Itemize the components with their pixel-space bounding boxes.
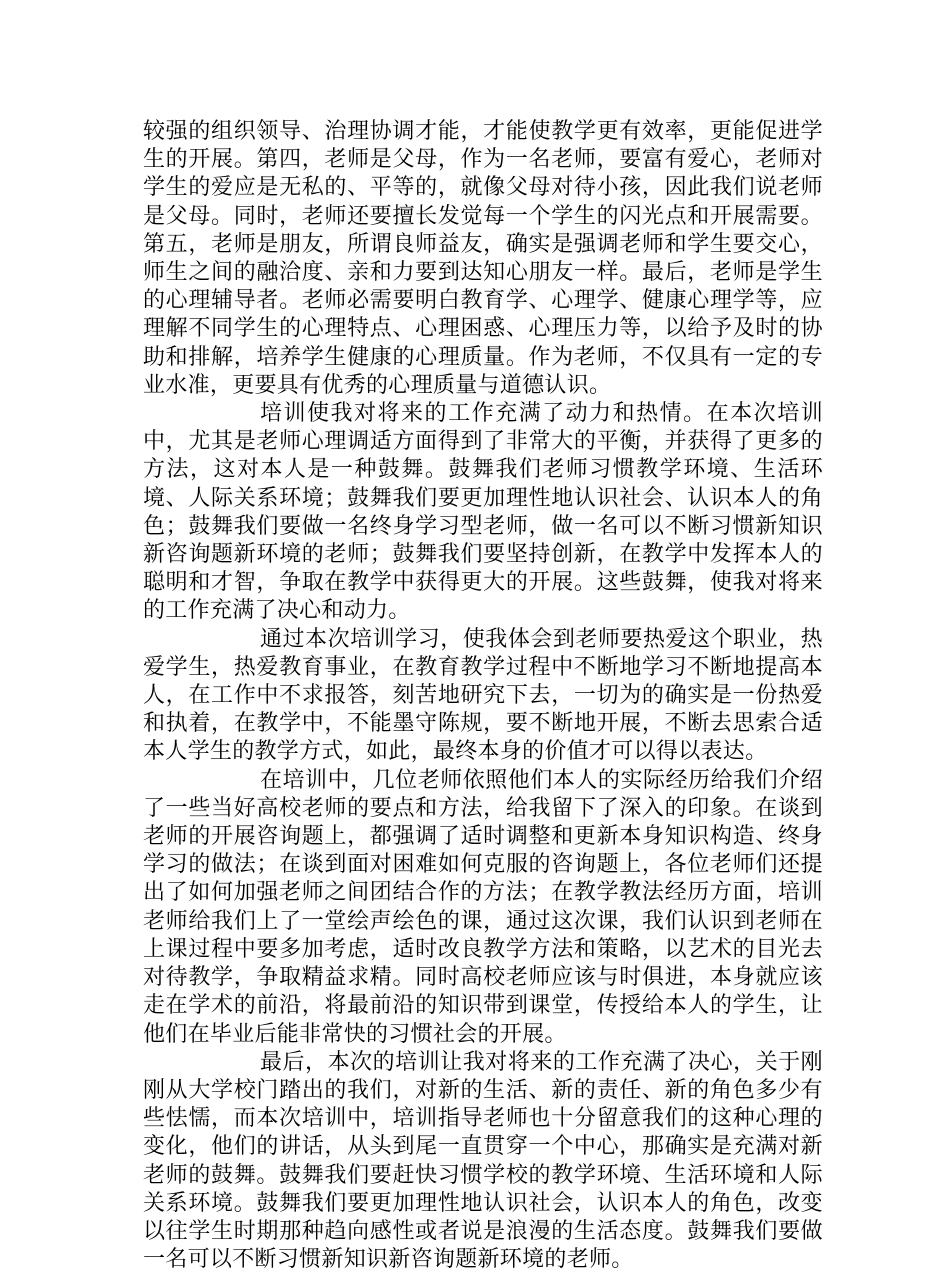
paragraph-4: 在培训中，几位老师依照他们本人的实际经历给我们介绍了一些当好高校老师的要点和方法，给我留下了深入的印象。在谈到老师的开展咨询题上，都强调了适时调整和更新本身知识构造、终身学习的做法；在谈到面对困难如何克服的咨询题上，各位老师们还提出了如何加强老师之间团结合作的方法；在教学教法经历方面，培训老师给我们上了一堂绘声绘色的课，通过这次课，我们认识到老师在上课过程中要多加考虑，适时改良教学方法和策略，以艺术的目光去对待教学，争取精益求精。同时高校老师应该与时俱进，本身就应该走在学术的前沿，将最前沿的知识带到课堂，传授给本人的学生，让他们在毕业后能非常快的习惯社会的开展。 <box>143 767 823 1047</box>
paragraph-1: 较强的组织领导、治理协调才能，才能使教学更有效率，更能促进学生的开展。第四，老师是父母，作为一名老师，要富有爱心，老师对学生的爱应是无私的、平等的，就像父母对待小孩，因此我们说老师是父母。同时，老师还要擅长发觉每一个学生的闪光点和开展需要。第五，老师是朋友，所谓良师益友，确实是强调老师和学生要交心，师生之间的融洽度、亲和力要到达知心朋友一样。最后，老师是学生的心理辅导者。老师必需要明白教育学、心理学、健康心理学等，应理解不同学生的心理特点、心理困惑、心理压力等，以给予及时的协助和排解，培养学生健康的心理质量。作为老师，不仅具有一定的专业水准，更要具有优秀的心理质量与道德认识。 <box>143 119 823 398</box>
paragraph-5: 最后，本次的培训让我对将来的工作充满了决心，关于刚刚从大学校门踏出的我们，对新的生活、新的责任、新的角色多少有些怯懦，而本次培训中，培训指导老师也十分留意我们的这种心理的变化，他们的讲话，从头到尾一直贯穿一个中心，那确实是充满对新老师的鼓舞。鼓舞我们要赶快习惯学校的教学环境、生活环境和人际关系环境。鼓舞我们要更加理性地认识社会，认识本人的角色，改变以往学生时期那种趋向感性或者说是浪漫的生活态度。鼓舞我们要做一名可以不断习惯新知识新咨询题新环境的老师。 <box>143 1049 823 1273</box>
document-body <box>143 118 823 1274</box>
paragraph-3: 通过本次培训学习，使我体会到老师要热爱这个职业，热爱学生，热爱教育事业，在教育教学过程中不断地学习不断地提高本人，在工作中不求报答，刻苦地研究下去，一切为的确实是一份热爱和执着，在教学中，不能墨守陈规，要不断地开展，不断去思索合适本人学生的教学方式，如此，最终本身的价值才可以得以表达。 <box>143 626 823 765</box>
paragraph-2: 培训使我对将来的工作充满了动力和热情。在本次培训中，尤其是老师心理调适方面得到了非常大的平衡，并获得了更多的方法，这对本人是一种鼓舞。鼓舞我们老师习惯教学环境、生活环境、人际关系环境；鼓舞我们要更加理性地认识社会、认识本人的角色；鼓舞我们要做一名终身学习型老师，做一名可以不断习惯新知识新咨询题新环境的老师；鼓舞我们要坚持创新，在教学中发挥本人的聪明和才智，争取在教学中获得更大的开展。这些鼓舞，使我对将来的工作充满了决心和动力。 <box>143 401 823 624</box>
